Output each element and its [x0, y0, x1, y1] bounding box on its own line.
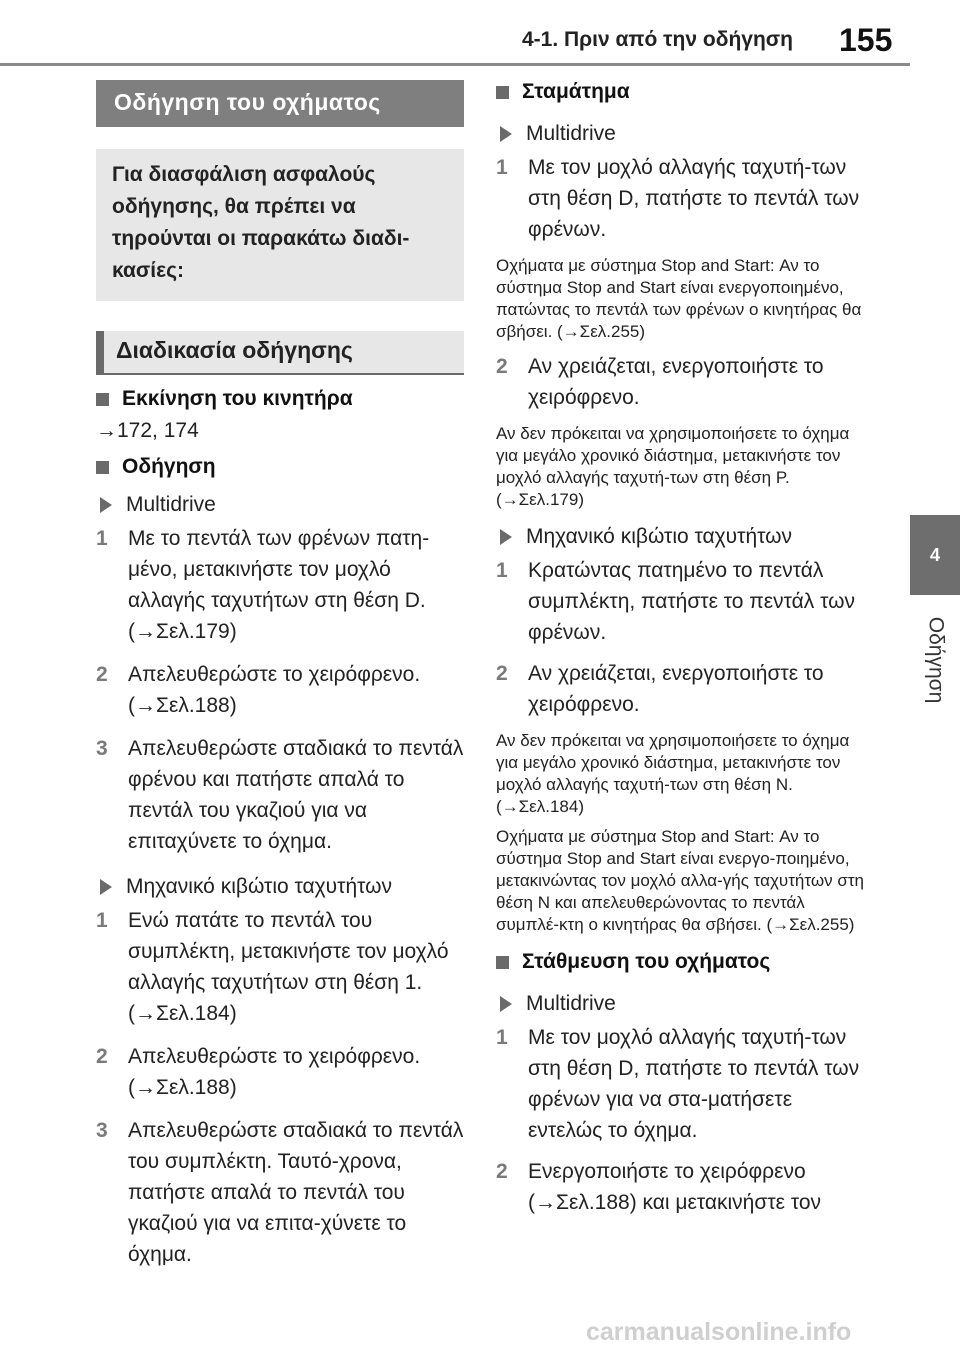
list-item: 3 Απελευθερώστε σταδιακά το πεντάλ του συμπλέκτη. Ταυτό-χρονα, πατήστε απαλά το πεντάλ του γκαζιού για να επιτα-χύνετε το όχημα. [96, 1119, 464, 1266]
square-bullet-icon [96, 393, 109, 406]
list-item: 1 Με τον μοχλό αλλαγής ταχυτή-των στη θέση D, πατήστε το πεντάλ των φρένων για να στα-ματήσετε εντελώς το όχημα. [496, 1026, 860, 1142]
header-title: 4-1. Πριν από την οδήγηση [522, 28, 793, 51]
triangle-bullet-icon [100, 497, 112, 513]
list-item: 1 Με το πεντάλ των φρένων πατη-μένο, μετακινήστε τον μοχλό αλλαγής ταχυτήτων στη θέση D. (→Σελ.179) [96, 527, 430, 643]
main-banner: Οδήγηση του οχήματος [96, 80, 464, 127]
triangle-bullet-icon [500, 996, 512, 1012]
list-item: 2 Απελευθερώστε το χειρόφρενο. (→Σελ.188) [96, 1045, 421, 1099]
engine-start-heading: Εκκίνηση του κινητήρα [96, 387, 464, 411]
list-item: 2 Αν χρειάζεται, ενεργοποιήστε το χειρόφρενο. [496, 662, 824, 716]
list-item: 2 Ενεργοποιήστε το χειρόφρενο (→Σελ.188) και μετακινήστε τον [496, 1160, 821, 1214]
chapter-tab [910, 515, 960, 595]
stopping-manual-heading: Μηχανικό κιβώτιο ταχυτήτων [496, 525, 864, 549]
engine-start-ref: →172, 174 [96, 419, 199, 442]
header-rule [0, 63, 910, 66]
list-item: 3 Απελευθερώστε σταδιακά το πεντάλ φρένου και πατήστε απαλά το πεντάλ του γκαζιού για να επιταχύνετε το όχημα. [96, 737, 464, 853]
parking-multidrive-heading: Multidrive [496, 992, 864, 1016]
square-bullet-icon [496, 956, 509, 969]
stopping-heading: Σταμάτημα [496, 80, 864, 104]
square-bullet-icon [496, 86, 509, 99]
left-column [96, 80, 464, 1270]
list-item: 1 Κρατώντας πατημένο το πεντάλ συμπλέκτη, πατήστε το πεντάλ των φρένων. [496, 559, 856, 644]
right-column [496, 80, 864, 1218]
driving-multidrive-heading: Multidrive [96, 493, 464, 517]
watermark: carmanualsonline.info [586, 1318, 852, 1346]
chapter-number: 4 [929, 544, 940, 565]
note-text: Οχήματα με σύστημα Stop and Start: Αν το σύστημα Stop and Start είναι ενεργοποιημένο, πατώντας το πεντάλ των φρένων ο κινητήρας θα σβήσει. (→Σελ.255) [496, 256, 862, 341]
section-heading: Διαδικασία οδήγησης [96, 331, 464, 375]
intro-box: Για διασφάλιση ασφαλούς οδήγησης, θα πρέπει να τηρούνται οι παρακάτω διαδι-κασίες: [96, 149, 464, 301]
list-item: 1 Ενώ πατάτε το πεντάλ του συμπλέκτη, μετακινήστε τον μοχλό αλλαγής ταχυτήτων στη θέση 1. (→Σελ.184) [96, 909, 449, 1025]
page-number: 155 [839, 22, 893, 58]
chapter-label: Οδήγηση [924, 616, 947, 704]
note-text: Αν δεν πρόκειται να χρησιμοποιήσετε το όχημα για μεγάλο χρονικό διάστημα, μετακινήστε τον μοχλό αλλαγής ταχυτή-των στη θέση N. (→Σελ.184) [496, 731, 850, 816]
triangle-bullet-icon [500, 529, 512, 545]
note-text: Αν δεν πρόκειται να χρησιμοποιήσετε το όχημα για μεγάλο χρονικό διάστημα, μετακινήστε τον μοχλό αλλαγής ταχυτή-των στη θέση P. (→Σελ.179) [496, 424, 850, 509]
parking-heading: Στάθμευση του οχήματος [496, 950, 864, 974]
driving-manual-heading: Μηχανικό κιβώτιο ταχυτήτων [96, 875, 464, 899]
triangle-bullet-icon [100, 879, 112, 895]
list-item: 1 Με τον μοχλό αλλαγής ταχυτή-των στη θέση D, πατήστε το πεντάλ των φρένων. [496, 156, 860, 241]
list-item: 2 Αν χρειάζεται, ενεργοποιήστε το χειρόφρενο. [496, 355, 824, 409]
list-item: 2 Απελευθερώστε το χειρόφρενο. (→Σελ.188) [96, 663, 421, 717]
square-bullet-icon [96, 461, 109, 474]
driving-heading: Οδήγηση [96, 455, 464, 479]
note-text: Οχήματα με σύστημα Stop and Start: Αν το σύστημα Stop and Start είναι ενεργο-ποιημένο, μετακινώντας τον μοχλό αλλα-γής ταχυτήτων στη θέση N και απελευθερώνοντας το πεντάλ συμπλέ-κτη ο κινητήρας θα σβήσει. (→Σελ.255) [496, 827, 864, 934]
stopping-multidrive-heading: Multidrive [496, 122, 864, 146]
triangle-bullet-icon [500, 126, 512, 142]
